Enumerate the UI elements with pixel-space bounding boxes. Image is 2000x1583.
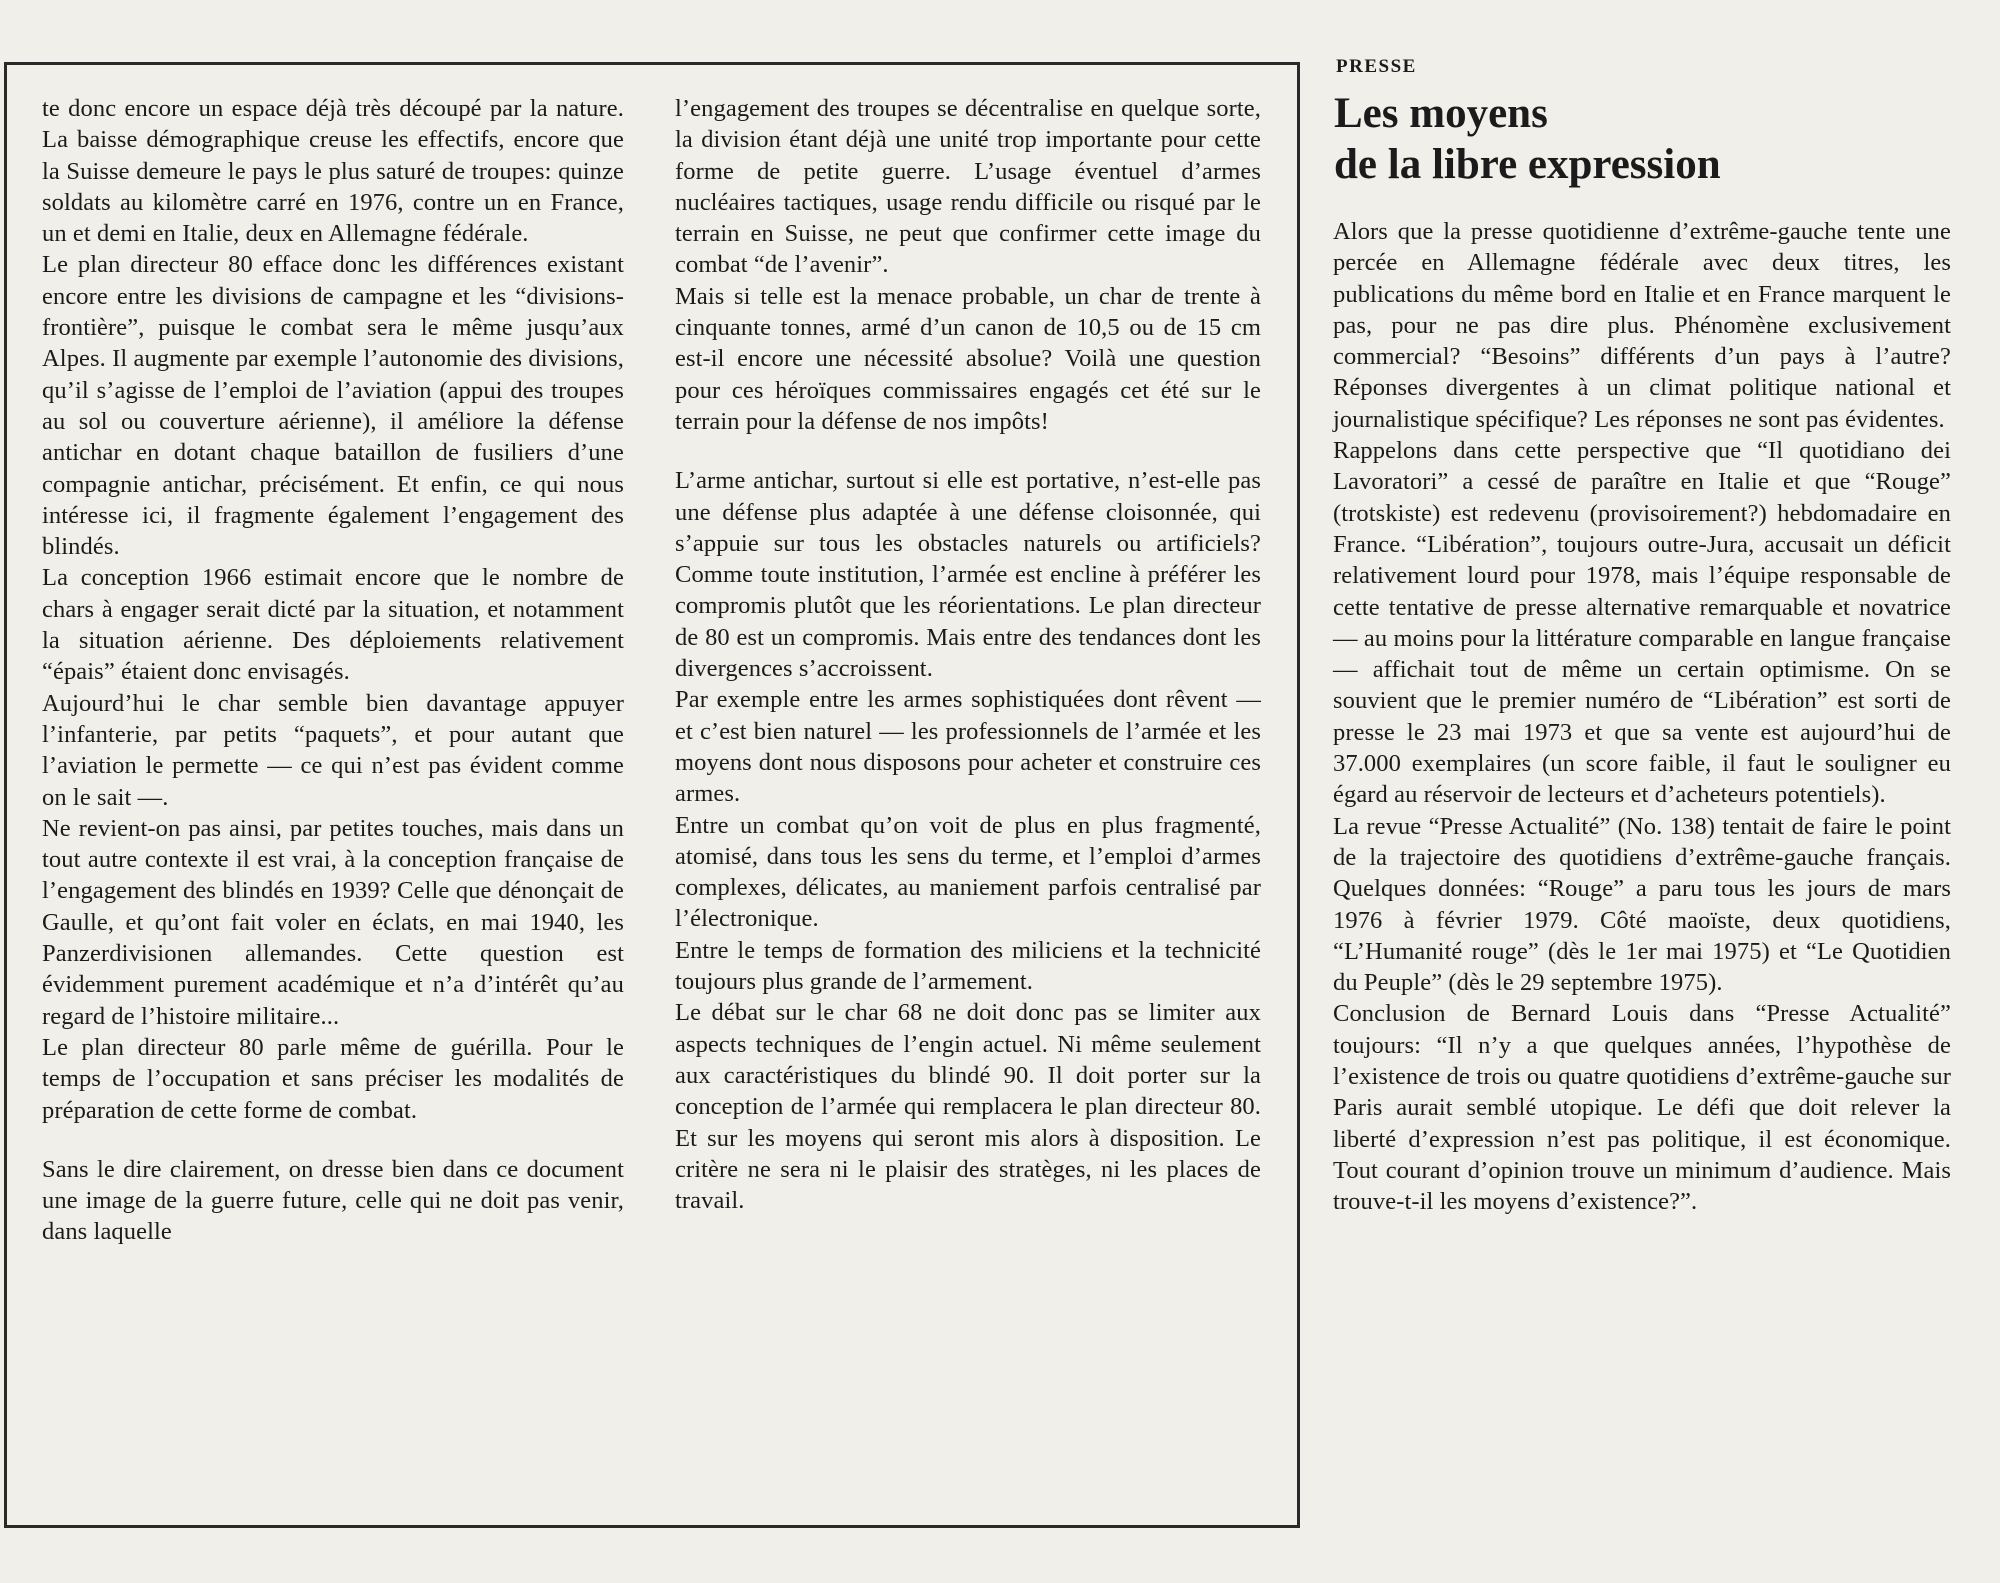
section-rubric: PRESSE bbox=[1336, 56, 1417, 77]
paragraph: Conclusion de Bernard Louis dans “Presse Actualité” toujours: “Il n’y a que quelques années, l’hypothèse de l’existence de trois ou quatre quotidiens d’extrême-gauche sur Paris aurait semblé utopique. Le défi que doit relever la liberté d’expression n’est pas politique, il est économique. Tout courant d’opinion trouve un minimum d’audience. Mais trouve-t-il les moyens d’existence?”. bbox=[1333, 1000, 1951, 1216]
paragraph: Le plan directeur 80 efface donc les différences existant encore entre les divisions de campagne et les “divisions-frontière”, puisque le combat sera le même jusqu’aux Alpes. Il augmente par exemple l’autonomie des divisions, qu’il s’agisse de l’emploi de l’aviation (appui des troupes au sol ou couverture aérienne), il améliore la défense antichar en dotant chaque bataillon de fusiliers d’une compagnie antichar, précisément. Et enfin, ce qui nous intéresse ici, il fragmente également l’engagement des blindés. bbox=[42, 251, 624, 561]
paragraph: Entre un combat qu’on voit de plus en plus fragmenté, atomisé, dans tous les sens du terme, et l’emploi d’armes complexes, délicates, au maniement parfois centralisé par l’électronique. bbox=[675, 811, 1261, 933]
paragraph: La revue “Presse Actualité” (No. 138) tentait de faire le point de la trajectoire des quotidiens d’extrême-gauche français. Quelques données: “Rouge” a paru tous les jours de mars 1976 à février 1979. Côté maoïste, deux quotidiens, “L’Humanité rouge” (dès le 1er mai 1975) et “Le Quotidien du Peuple” (dès le 29 septembre 1975). bbox=[1333, 812, 1951, 997]
paragraph: Aujourd’hui le char semble bien davantage appuyer l’infanterie, par petits “paquets”, et pour autant que l’aviation le permette — ce qui n’est pas évident comme on le sait —. bbox=[42, 689, 624, 811]
paragraph: Le débat sur le char 68 ne doit donc pas se limiter aux aspects techniques de l’engin actuel. Ni même seulement aux caractéristiques du blindé 90. Il doit porter sur la conception de l’armée qui remplacera le plan directeur 80. Et sur les moyens qui seront mis alors à disposition. Le critère ne sera ni le plaisir des stratèges, ni les places de travail. bbox=[675, 999, 1261, 1215]
article-column-1 bbox=[42, 93, 624, 1248]
headline-line: de la libre expression bbox=[1334, 141, 1721, 188]
paragraph: La conception 1966 estimait encore que le nombre de chars à engager serait dicté par la situation, et notamment la situation aérienne. Des déploiements relativement “épais” étaient donc envisagés. bbox=[42, 564, 624, 686]
paragraph: Ne revient-on pas ainsi, par petites touches, mais dans un tout autre contexte il est vrai, à la conception française de l’engagement des blindés en 1939? Celle que dénonçait de Gaulle, et qu’ont fait voler en éclats, en mai 1940, les Panzerdivisionen allemandes. Cette question est évidemment purement académique et n’a d’intérêt qu’au regard de l’histoire militaire... bbox=[42, 814, 624, 1030]
paragraph: Par exemple entre les armes sophistiquées dont rêvent — et c’est bien naturel — les professionnels de l’armée et les moyens dont nous disposons pour acheter et construire ces armes. bbox=[675, 686, 1261, 808]
paragraph: Le plan directeur 80 parle même de guérilla. Pour le temps de l’occupation et sans préciser les modalités de préparation de cette forme de combat. bbox=[42, 1033, 624, 1124]
paragraph: Mais si telle est la menace probable, un char de trente à cinquante tonnes, armé d’un canon de 10,5 ou de 15 cm est-il encore une nécessité absolue? Voilà une question pour ces héroïques commissaires engagés cet été sur le terrain pour la défense de nos impôts! bbox=[675, 282, 1261, 435]
article-column-2 bbox=[675, 93, 1261, 1216]
paragraph: Alors que la presse quotidienne d’extrême-gauche tente une percée en Allemagne fédérale avec deux titres, les publications du même bord en Italie et en France marquent le pas, pour ne pas dire plus. Phénomène exclusivement commercial? “Besoins” différents d’un pays à l’autre? Réponses divergentes à un climat politique national et journalistique spécifique? Les réponses ne sont pas évidentes. bbox=[1333, 218, 1951, 433]
paragraph: Entre le temps de formation des miliciens et la technicité toujours plus grande de l’armement. bbox=[675, 936, 1261, 996]
paragraph: Rappelons dans cette perspective que “Il quotidiano dei Lavoratori” a cessé de paraître en Italie et que “Rouge” (trotskiste) est redevenu (provisoirement?) hebdomadaire en France. “Libération”, toujours outre-Jura, accusait un déficit relativement lourd pour 1978, mais l’équipe responsable de cette tentative de presse alternative remarquable et novatrice — au moins pour la littérature comparable en langue française — affichait tout de même un certain optimisme. On se souvient que le premier numéro de “Libération” est sorti de presse le 23 mai 1973 et que sa vente est aujourd’hui de 37.000 exemplaires (un score faible, il faut le souligner eu égard au réservoir de lecteurs et d’acheteurs potentiels). bbox=[1333, 437, 1951, 809]
article-column-3 bbox=[1333, 216, 1951, 1218]
paragraph: Sans le dire clairement, on dresse bien dans ce document une image de la guerre future, celle qui ne doit pas venir, dans laquelle bbox=[42, 1155, 624, 1246]
paragraph: L’arme antichar, surtout si elle est portative, n’est-elle pas une défense plus adaptée à une défense cloisonnée, qui s’appuie sur tous les obstacles naturels ou artificiels? Comme toute institution, l’armée est encline à préférer les compromis plutôt que les réorientations. Le plan directeur de 80 est un compromis. Mais entre des tendances dont les divergences s’accroissent. bbox=[675, 467, 1261, 683]
paragraph: l’engagement des troupes se décentralise en quelque sorte, la division étant déjà une unité trop importante pour cette forme de petite guerre. L’usage éventuel d’armes nucléaires tactiques, usage rendu difficile ou risqué par le terrain en Suisse, ne peut que confirmer cette image du combat “de l’avenir”. bbox=[675, 95, 1261, 279]
article-headline bbox=[1334, 88, 1974, 190]
paragraph: te donc encore un espace déjà très découpé par la nature. La baisse démographique creuse les effectifs, encore que la Suisse demeure le pays le plus saturé de troupes: quinze soldats au kilomètre carré en 1976, contre un en France, un et demi en Italie, deux en Allemagne fédérale. bbox=[42, 95, 624, 248]
headline-line: Les moyens bbox=[1334, 90, 1548, 137]
